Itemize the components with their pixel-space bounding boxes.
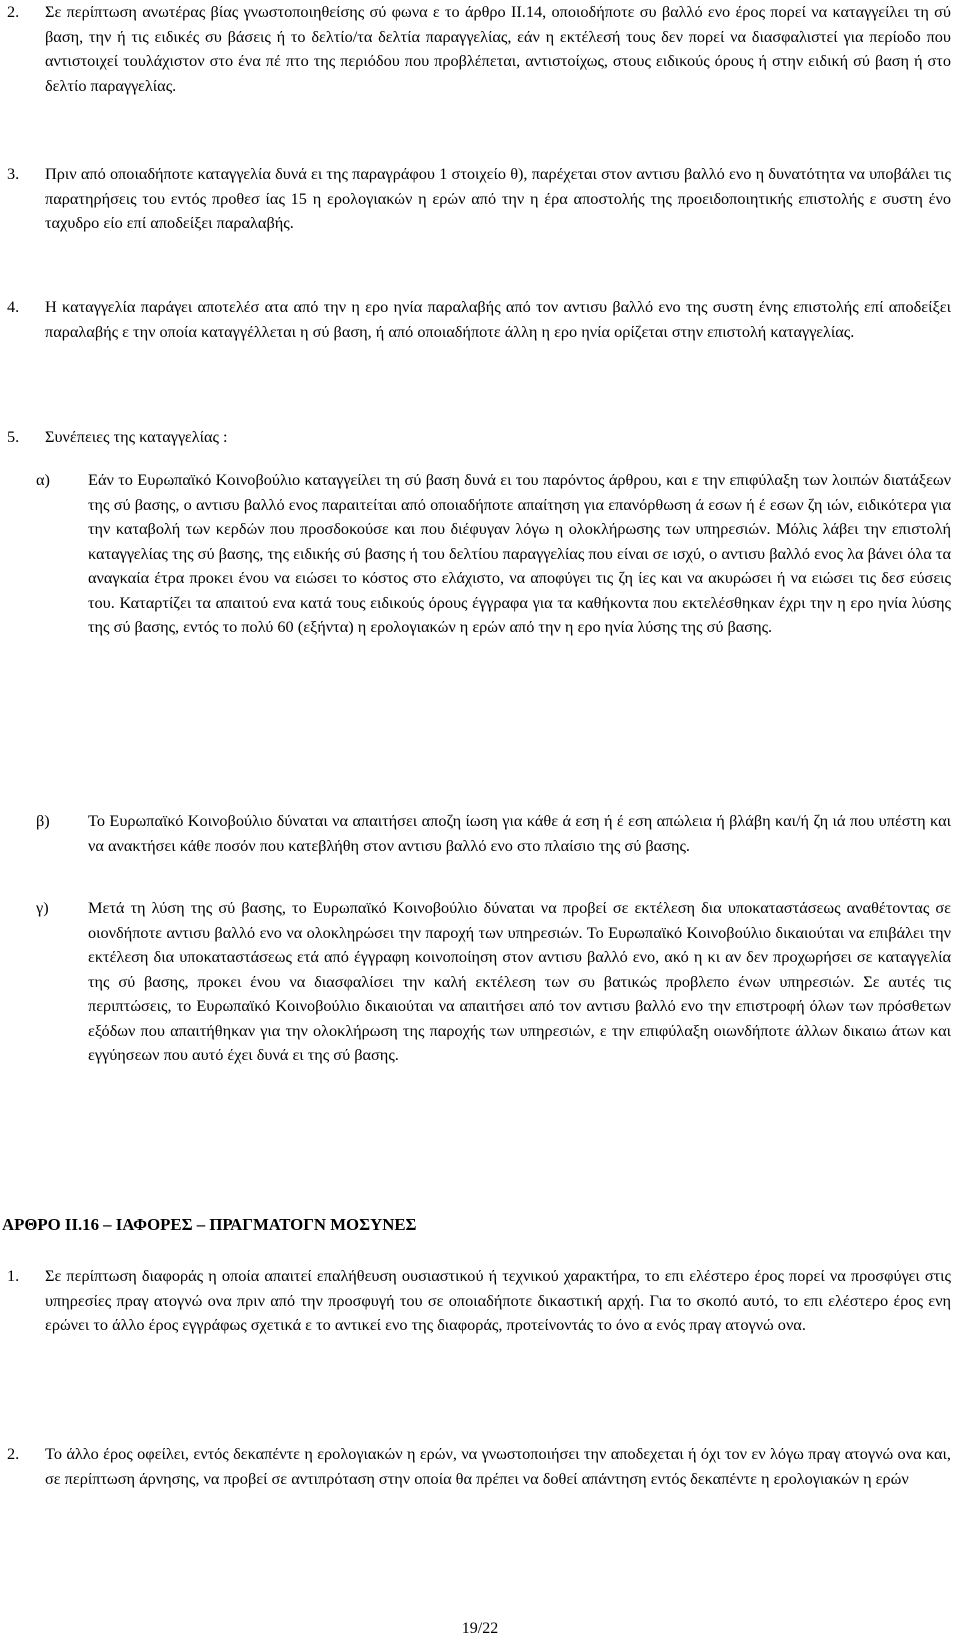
sub-item-label: α) xyxy=(36,470,50,489)
sub-item-text: Εάν το Ευρωπαϊκό Κοινοβούλιο καταγγείλει τη σύ βαση δυνά ει του παρόντος άρθρου, και ε την επιφύλαξη των λοιπών διατάξεων της σύ βασης, ο αντισυ βαλλό ενος παραιτείται από οποιαδήποτε απαίτηση για επανόρθωση ά εσων ή έ εσων ζη ιών, ειδικότερα για την καταβολή των κερδών που προσδοκούσε και που διέφυγαν λόγω η ολοκλήρωσης των υπηρεσιών. Μόλις λάβει την επιστολή καταγγελίας της σύ βασης, της ειδικής σύ βασης ή του δελτίου παραγγελίας που είναι σε ισχύ, ο αντισυ βαλλό ενος λα βάνει όλα τα αναγκαία έτρα προκει ένου να ειώσει το κόστος στο ελάχιστο, να αποφύγει τις ζη ίες και να ακυρώσει ή να ειώσει τις δεσ εύσεις του. Καταρτίζει τα απαιτού ενα κατά τους ειδικούς όρους έγγραφα για τα καθήκοντα που εκτελέσθηκαν έχρι την η ερο ηνία λύσης της σύ βασης, εντός το πολύ 60 (εξήντα) η ερολογιακών η ερών από την η ερο ηνία λύσης της σύ βασης. xyxy=(88,470,951,636)
sub-item-text: Το Ευρωπαϊκό Κοινοβούλιο δύναται να απαιτήσει αποζη ίωση για κάθε ά εση ή έ εση απώλεια ή βλάβη και/ή ζη ιά που υπέστη και να ανακτήσει κάθε ποσόν που κατεβλήθη στον αντισυ βαλλό ενο στο πλαίσιο της σύ βασης. xyxy=(88,811,951,855)
paragraph-text: Πριν από οποιαδήποτε καταγγελία δυνά ει της παραγράφου 1 στοιχείο θ), παρέχεται στον αντισυ βαλλό ενο η δυνατότητα να υποβάλει τις παρατηρήσεις του εντός προθεσ ίας 15 η ερολογιακών η ερών από την η έρα αποστολής της προειδοποιητικής επιστολής ε συστη ένο ταχυδρο είο επί αποδείξει παραλαβής. xyxy=(45,164,951,232)
paragraph-number: 2. xyxy=(7,1444,20,1463)
paragraph-number: 5. xyxy=(7,427,20,446)
paragraph-number: 1. xyxy=(7,1266,20,1285)
sub-item-b xyxy=(36,809,951,858)
sub-item-c xyxy=(36,896,951,1068)
paragraph-number: 3. xyxy=(7,164,20,183)
sub-item-text: Μετά τη λύση της σύ βασης, το Ευρωπαϊκό Κοινοβούλιο δύναται να προβεί σε εκτέλεση δια υποκαταστάσεως αναθέτοντας σε οιονδήποτε αντισυ βαλλό ενο να ολοκληρώσει την παροχή των υπηρεσιών. Το Ευρωπαϊκό Κοινοβούλιο δικαιούται να επιβάλει την εκτέλεση δια υποκαταστάσεως ετά από έγγραφη κοινοποίηση στον αντισυ βαλλό ενο, ακό η κι αν δεν προχωρήσει σε καταγγελία της σύ βασης, προκει ένου να διασφαλίσει την καλή εκτέλεση των συ βατικώς προβλεπο ένων υπηρεσιών. Σε αυτές τις περιπτώσεις, το Ευρωπαϊκό Κοινοβούλιο δικαιούται να απαιτήσει από τον αντισυ βαλλό ενο την επιστροφή όλων των πρόσθετων εξόδων που απαιτήθηκαν για την ολοκλήρωση της παροχής των υπηρεσιών, ε την επιφύλαξη οιωνδήποτε άλλων δικαιω άτων και εγγύησεων που αυτό έχει δυνά ει της σύ βασης. xyxy=(88,898,951,1064)
paragraph-text: Σε περίπτωση διαφοράς η οποία απαιτεί επαλήθευση ουσιαστικού ή τεχνικού χαρακτήρα, το επι ελέστερο έρος πορεί να προσφύγει στις υπηρεσίες πραγ ατογνώ ονα πριν από την προσφυγή του σε οποιαδήποτε δικαστική αρχή. Για το σκοπό αυτό, το επι ελέστερο έρος ενη ερώνει το άλλο έρος εγγράφως σχετικά ε το αντικεί ενο της διαφοράς, προτείνοντάς το όνο α ενός πραγ ατογνώ ονα. xyxy=(45,1266,951,1334)
paragraph-4 xyxy=(7,295,951,344)
paragraph-text: Η καταγγελία παράγει αποτελέσ ατα από την η ερο ηνία παραλαβής από τον αντισυ βαλλό ενο της συστη ένης επιστολής επί αποδείξει παραλαβής ε την οποία καταγγέλλεται η σύ βαση, ή από οποιαδήποτε άλλη η ερο ηνία ορίζεται στην επιστολή καταγγελίας. xyxy=(45,297,951,341)
paragraph-2-disputes xyxy=(7,1442,951,1491)
paragraph-1-disputes xyxy=(7,1264,951,1338)
page-number: 19/22 xyxy=(461,1620,499,1637)
paragraph-number: 2. xyxy=(7,2,20,21)
sub-item-a xyxy=(36,468,951,640)
paragraph-2 xyxy=(7,0,951,98)
paragraph-text: Το άλλο έρος οφείλει, εντός δεκαπέντε η ερολογιακών η ερών, να γνωστοποιήσει την αποδεχεται ή όχι τον εν λόγω πραγ ατογνώ ονα και, σε περίπτωση άρνησης, να προβεί σε αντιπρόταση στην οποία θα πρέπει να δοθεί απάντηση εντός δεκαπέντε η ερολογιακών η ερών xyxy=(45,1444,951,1488)
paragraph-5 xyxy=(7,425,951,450)
paragraph-text: Συνέπειες της καταγγελίας : xyxy=(45,427,228,446)
article-heading: ΑΡΘΡΟ ΙΙ.16 – ΙΑΦΟΡΕΣ – ΠΡΑΓΜΑΤΟΓΝ ΜΟΣΥΝΕΣ xyxy=(2,1215,417,1234)
paragraph-text: Σε περίπτωση ανωτέρας βίας γνωστοποιηθείσης σύ φωνα ε το άρθρο ΙΙ.14, οποιοδήποτε συ βαλλό ενο έρος πορεί να καταγγείλει τη σύ βαση, την ή τις ειδικές συ βάσεις ή το δελτίο/τα δελτία παραγγελίας, εάν η εκτέλεσή τους δεν πορεί να διασφαλιστεί για περίοδο που αντιστοιχεί τουλάχιστον στο ένα πέ πτο της περιόδου που προβλέπεται, αντιστοίχως, στους ειδικούς όρους ή στην ειδική σύ βαση ή στο δελτίο παραγγελίας. xyxy=(45,2,951,95)
paragraph-3 xyxy=(7,162,951,236)
paragraph-number: 4. xyxy=(7,297,20,316)
sub-item-label: γ) xyxy=(36,898,49,917)
sub-item-label: β) xyxy=(36,811,50,830)
